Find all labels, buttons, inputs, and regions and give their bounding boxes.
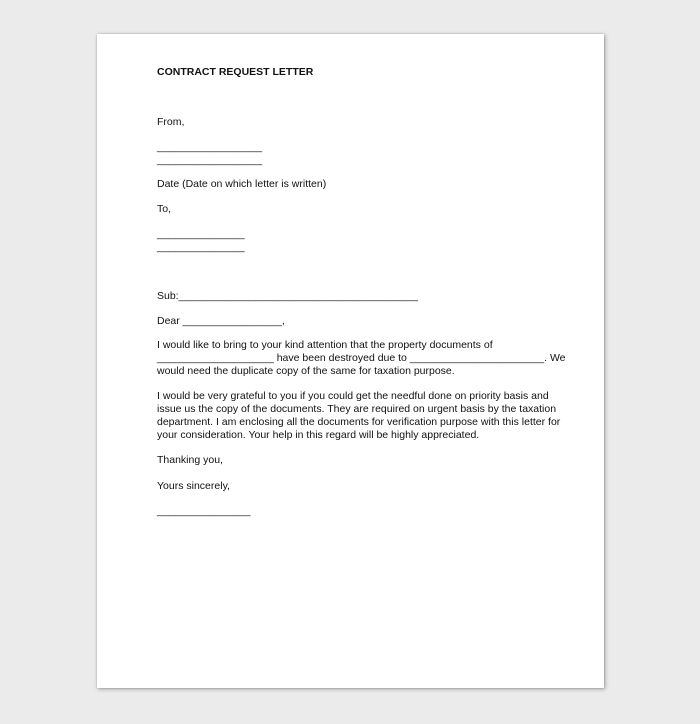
to-label: To, bbox=[157, 203, 172, 215]
subject-line: Sub:_________________________________________ bbox=[157, 290, 419, 302]
paragraph-1-line: I would like to bring to your kind attention that the property documents of bbox=[157, 339, 493, 351]
to-blank-line-2: _______________ bbox=[157, 241, 245, 253]
paragraph-2-line: I would be very grateful to you if you could get the needful done on priority basis and bbox=[157, 390, 549, 402]
from-blank-line-2: __________________ bbox=[157, 154, 263, 166]
thanking-line: Thanking you, bbox=[157, 454, 223, 466]
signature-blank-line: ________________ bbox=[157, 505, 251, 517]
paragraph-2-line: your consideration. Your help in this regard will be highly appreciated. bbox=[157, 429, 480, 441]
letter-title: CONTRACT REQUEST LETTER bbox=[157, 66, 314, 78]
paragraph-1-line: ____________________ have been destroyed due to _______________________. We bbox=[157, 352, 566, 364]
closing-line: Yours sincerely, bbox=[157, 480, 230, 492]
document-page bbox=[97, 34, 604, 688]
to-blank-line-1: _______________ bbox=[157, 228, 245, 240]
paragraph-2-line: issue us the copy of the documents. They are required on urgent basis by the taxation bbox=[157, 403, 557, 415]
paragraph-2-line: department. I am enclosing all the documents for verification purpose with this letter for bbox=[157, 416, 561, 428]
date-line: Date (Date on which letter is written) bbox=[157, 178, 327, 190]
from-blank-line-1: __________________ bbox=[157, 141, 263, 153]
paragraph-1-line: would need the duplicate copy of the same for taxation purpose. bbox=[157, 365, 455, 377]
from-label: From, bbox=[157, 116, 185, 128]
salutation: Dear _________________, bbox=[157, 315, 285, 327]
